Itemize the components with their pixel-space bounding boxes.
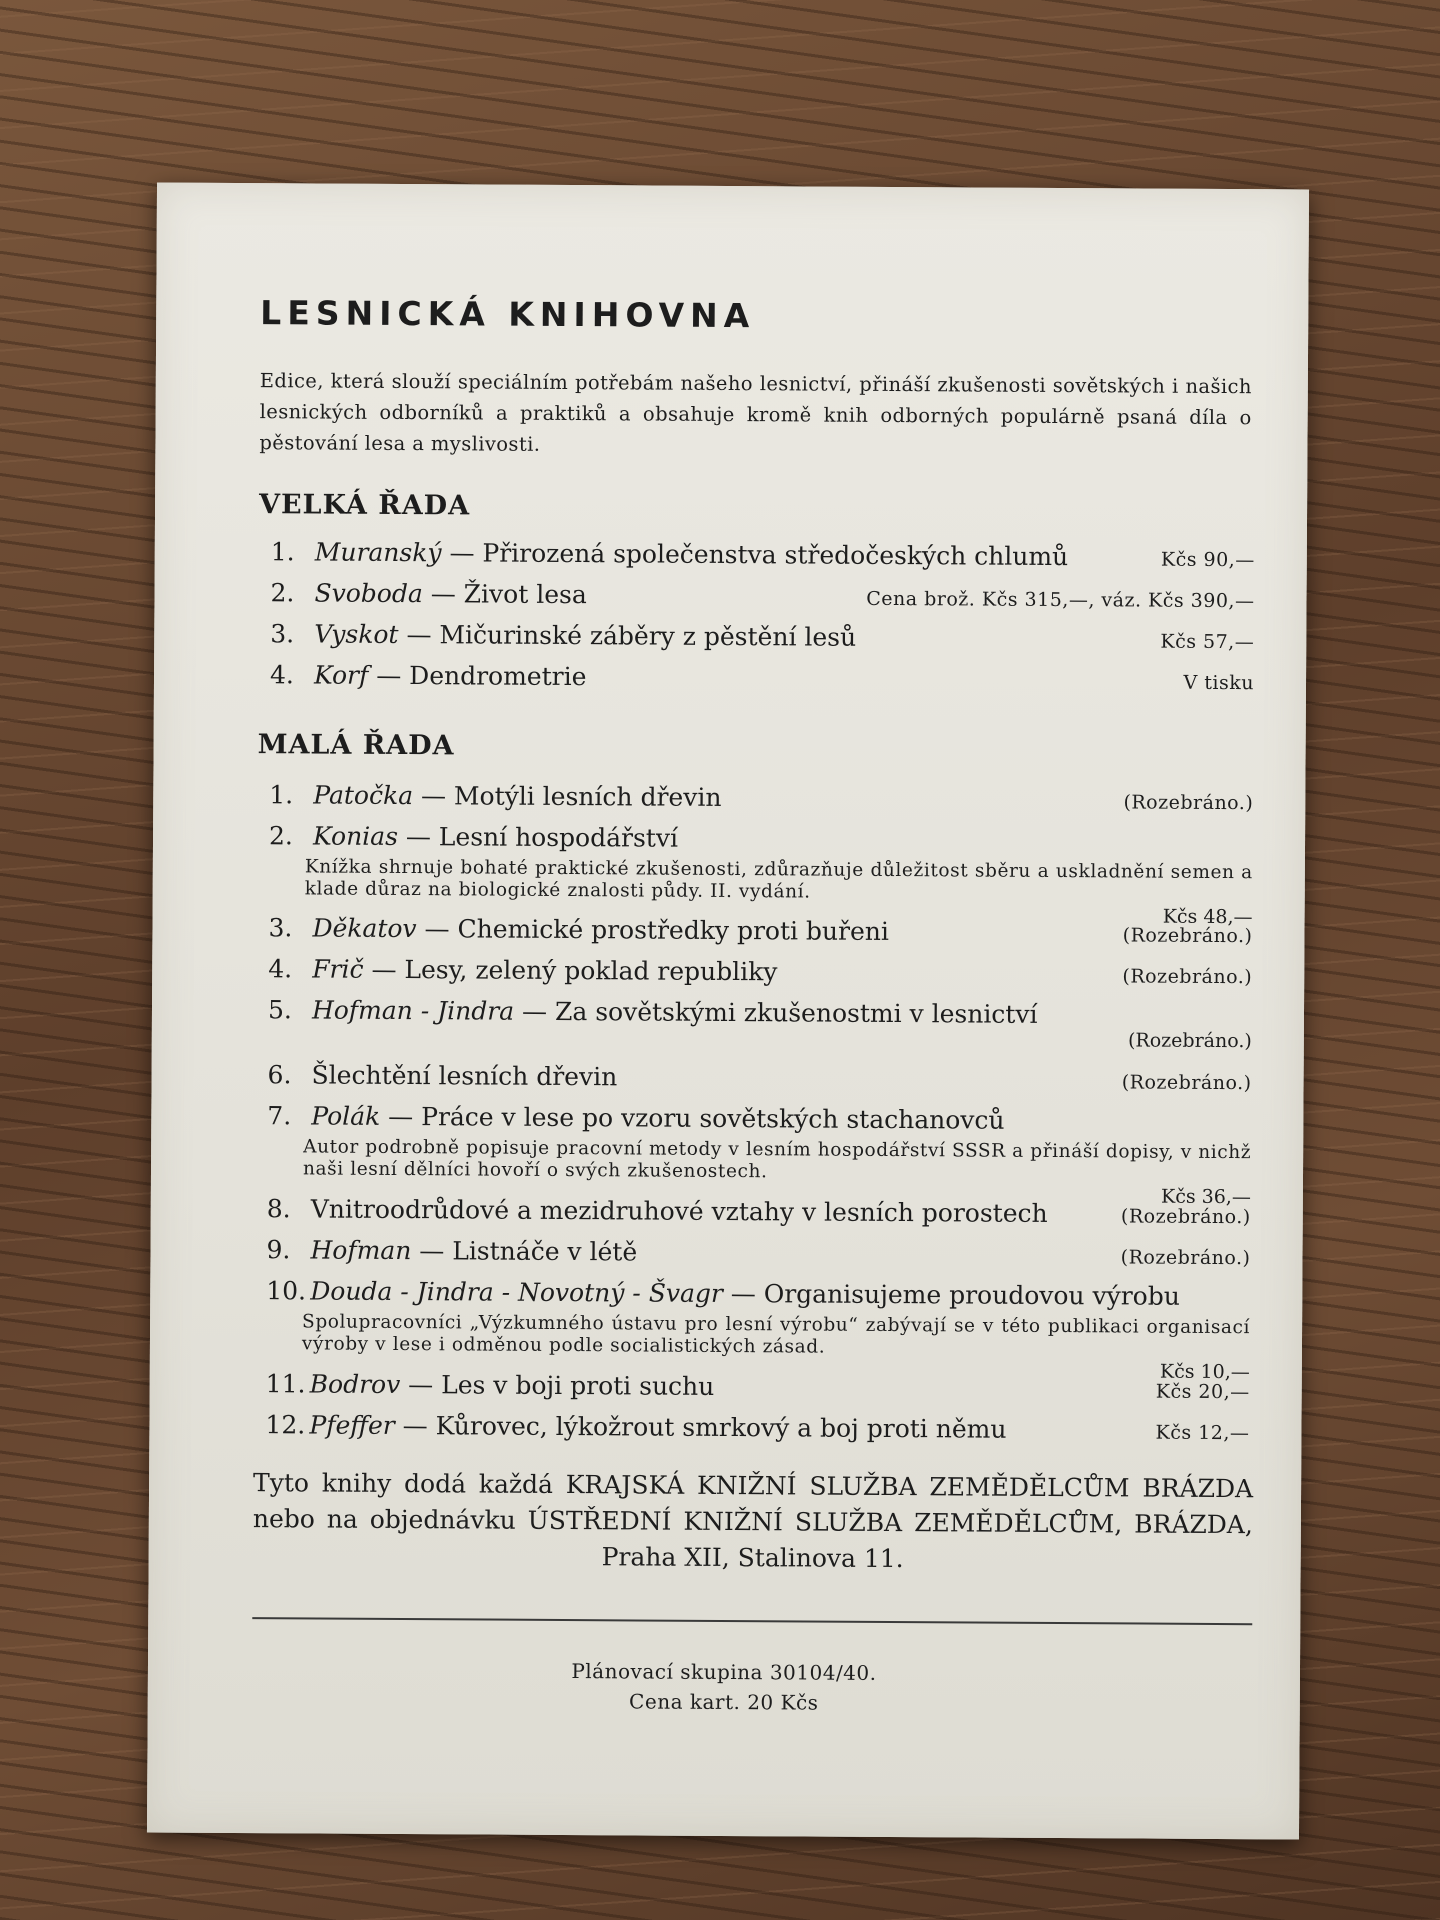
item-number: 1. [269,780,294,810]
item-status: (Rozebráno.) [1120,1246,1251,1270]
item-author: Korf [313,660,369,690]
mala-rada-item-6 [268,1060,1252,1095]
mala-rada-item-1: 1. Patočka — Motýli lesních dřevin (Rozebráno.) [269,780,1254,815]
item-title: Dendrometrie [409,661,587,692]
item-price: Cena brož. Kčs 315,—, váz. Kčs 390,— [866,587,1255,613]
item-number: 2. [270,578,295,608]
item-title: Lesní hospodářství [438,822,679,853]
item-price: Kčs 57,— [1160,630,1255,654]
mala-rada-item-5: 5. Hofman - Jindra — Za sovětskými zkušenostmi v lesnictví (Rozebráno.) [267,995,1252,1053]
item-status: (Rozebráno.) [1120,1205,1251,1229]
item-title: Přirozená společenstva středočeských chlumů [482,538,1069,572]
item-title: Kůrovec, lýkožrout smrkový a boj proti němu [435,1411,1007,1444]
item-description: Knížka shrnuje bohaté praktické zkušenosti, zdůrazňuje důležitost sběru a uskladnění semen a klade důraz na biologické znalosti půdy. II. vydání. [304,856,1253,903]
item-number: 8. [266,1194,291,1224]
item-title: Práce v lese po vzoru sovětských stachanovců [421,1102,1005,1135]
item-author: Bodrov [309,1369,401,1400]
item-number: 9. [266,1235,291,1265]
mala-rada-item-7: 7. Polák — Práce v lese po vzoru sovětských stachanovců Autor podrobně popisuje pracovní metody v lesním hospodářství SSSR a přináší dopisy, v nichž naši lesní dělníci hovoří o svých zkušenostech. Kčs 36,— [267,1101,1252,1209]
item-number: 11. [265,1369,306,1399]
item-number: 10. [266,1276,307,1306]
mala-rada-item-11: 11. Bodrov — Les v boji proti suchu Kčs 20,— [265,1369,1250,1404]
item-title: Šlechtění lesních dřevin [311,1060,618,1092]
item-title: Za sovětskými zkušenostmi v lesnictví [554,996,1038,1029]
item-number: 2. [268,821,294,851]
item-status: (Rozebráno.) [1123,791,1254,815]
item-price: Kčs 20,— [1155,1380,1250,1404]
item-number: 5. [267,995,292,1025]
item-title: Lesy, zelený poklad republiky [404,955,778,987]
mala-rada-item-9: 9. Hofman — Listnáče v létě (Rozebráno.) [266,1235,1251,1270]
item-author: Frič [312,954,364,984]
item-author: Děkatov [312,913,417,944]
item-author: Muranský [314,537,442,568]
series-description: Edice, která slouží speciálním potřebám našeho lesnictví, přináší zkušenosti sovětských i našich lesnických odborníků a praktiků a obsahuje kromě knih odborných populárně psaná díla o pěstování lesa a myslivosti. [259,369,1252,456]
velka-rada-item-1: 1. Muranský — Přirozená společenstva středočeských chlumů Kčs 90,— [270,537,1255,572]
divider-rule [252,1617,1252,1625]
mala-rada-item-2: 2. Konias — Lesní hospodářství Knížka shrnuje bohaté praktické zkušenosti, zdůrazňuje důležitost sběru a uskladnění semen a klade důraz na biologické znalosti půdy. II. vydání. Kčs 48,— [268,821,1253,929]
item-author: Polák [311,1101,381,1131]
item-number: 1. [270,537,295,567]
item-description: Spolupracovníci „Výzkumného ústavu pro lesní výrobu“ zabývají se v této publikaci organisací výroby v lese i odměnou podle socialistických zásad. [301,1311,1251,1358]
section-heading-velka-rada: VELKÁ ŘADA [258,489,471,522]
item-title: Listnáče v létě [452,1236,638,1267]
item-title: Mičurinské záběry z pěstění lesů [439,620,857,652]
item-price: Kčs 36,— [1160,1185,1251,1209]
series-title: LESNICKÁ KNIHOVNA [260,293,756,336]
item-author: Pfeffer [309,1410,395,1440]
item-author: Konias [312,821,399,851]
item-price: Kčs 10,— [1159,1360,1250,1384]
item-price: V tisku [1183,671,1255,695]
item-number: 4. [268,954,293,984]
item-author: Hofman [310,1235,412,1266]
item-author: Patočka [313,780,414,811]
item-number: 3. [268,913,293,943]
item-number: 4. [269,660,294,690]
planning-group: Plánovací skupina 30104/40. [571,1659,877,1685]
item-status: (Rozebráno.) [1122,924,1253,948]
distribution-notice: Tyto knihy dodá každá KRAJSKÁ KNIŽNÍ SLUŽBA ZEMĚDĚLCŮM BRÁZDA nebo na objednávku ÚSTŘEDNÍ KNIŽNÍ SLUŽBA ZEMĚDĚLCŮM, BRÁZDA, Praha XII, Stalinova 11. [252,1468,1254,1574]
item-status: (Rozebráno.) [1127,1029,1252,1053]
cover-price: Cena kart. 20 Kčs [629,1689,819,1715]
mala-rada-item-10: 10. Douda - Jindra - Novotný - Švagr — Organisujeme proudovou výrobu Spolupracovníci „Výzkumného ústavu pro lesní výrobu“ zabývají se v této publikaci organisací výroby v lese i odměnou podle socialistických zásad. Kčs 10,— [266,1276,1251,1384]
item-author: Douda - Jindra - Novotný - Švagr [310,1276,723,1308]
item-author: Svoboda [314,578,423,609]
item-price: Kčs 12,— [1155,1421,1250,1445]
section-heading-mala-rada: MALÁ ŘADA [257,729,455,762]
item-title: Motýli lesních dřevin [453,781,722,812]
item-status: (Rozebráno.) [1122,965,1253,989]
mala-rada-item-12: 12. Pfeffer — Kůrovec, lýkožrout smrkový a boj proti němu Kčs 12,— [265,1410,1250,1445]
velka-rada-item-2: 2. Svoboda — Život lesa Cena brož. Kčs 315,—, váz. Kčs 390,— [270,578,1255,613]
item-title: Vnitroodrůdové a mezidruhové vztahy v lesních porostech [310,1194,1048,1228]
mala-rada-item-4: 4. Frič — Lesy, zelený poklad republiky (Rozebráno.) [268,954,1253,989]
item-price: Kčs 48,— [1162,905,1253,929]
velka-rada-item-4: 4. Korf — Dendrometrie V tisku [269,660,1255,695]
item-author: Hofman - Jindra [311,995,515,1026]
mala-rada-item-8 [267,1194,1251,1229]
mala-rada-item-3: 3. Děkatov — Chemické prostředky proti buřeni (Rozebráno.) [268,913,1253,948]
item-status: (Rozebráno.) [1121,1071,1252,1095]
item-author: Vyskot [314,619,399,649]
velka-rada-item-3: 3. Vyskot — Mičurinské záběry z pěstění lesů Kčs 57,— [270,619,1255,654]
item-price: Kčs 90,— [1160,548,1255,572]
item-description: Autor podrobně popisuje pracovní metody v lesním hospodářství SSSR a přináší dopisy, v nichž naši lesní dělníci hovoří o svých zkušenostech. [302,1136,1252,1183]
item-title: Les v boji proti suchu [441,1370,715,1401]
item-number: 12. [265,1410,306,1440]
item-title: Organisujeme proudovou výrobu [763,1279,1180,1311]
item-title: Život lesa [463,579,587,610]
item-title: Chemické prostředky proti buřeni [457,914,890,946]
item-number: 6. [267,1060,292,1090]
book-back-cover [147,182,1309,1839]
item-number: 7. [267,1101,292,1131]
item-number: 3. [270,619,295,649]
